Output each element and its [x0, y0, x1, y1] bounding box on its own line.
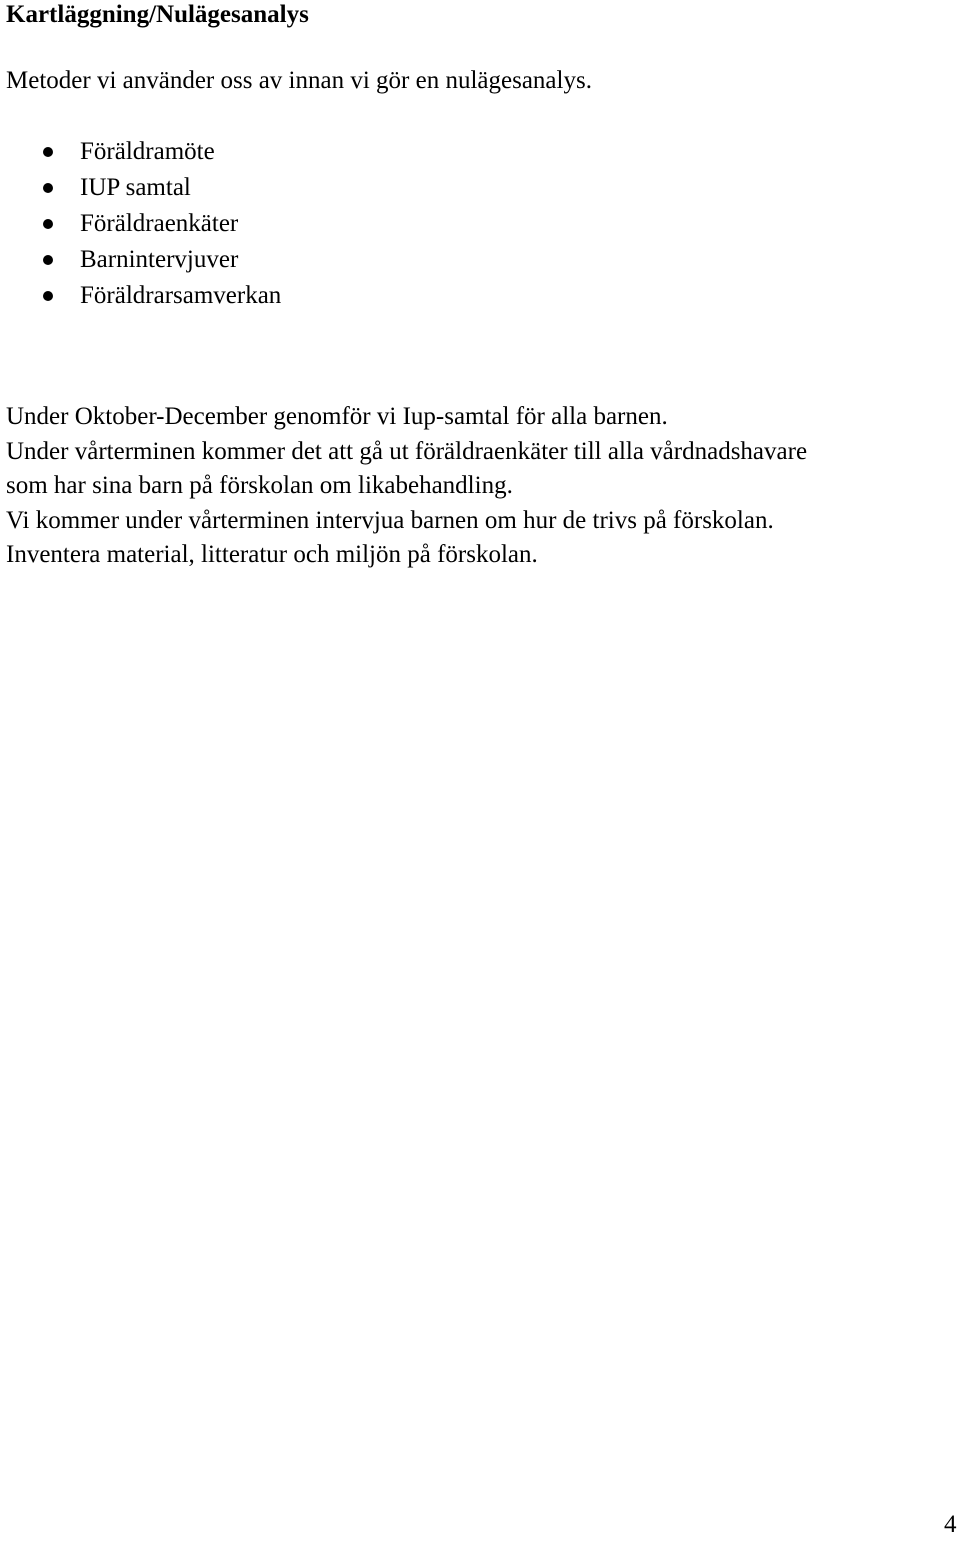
bullet-icon: [43, 147, 53, 157]
bullet-icon: [43, 219, 53, 229]
body-line: Inventera material, litteratur och miljön på förskolan.: [6, 541, 538, 568]
body-line: Under Oktober-December genomför vi Iup-samtal för alla barnen.: [6, 403, 668, 430]
list-item-label: Föräldrarsamverkan: [80, 282, 282, 309]
list-item-label: Föräldraenkäter: [80, 210, 239, 237]
bullet-icon: [43, 183, 53, 193]
body-paragraph: [6, 400, 807, 573]
bullet-icon: [43, 291, 53, 301]
body-line: Under vårterminen kommer det att gå ut föräldraenkäter till alla vårdnadshavare: [6, 437, 808, 465]
list-item-label: IUP samtal: [80, 174, 191, 201]
list-item-label: Barnintervjuver: [80, 246, 239, 273]
page-number: 4: [944, 1511, 957, 1538]
list-item-label: Föräldramöte: [80, 138, 215, 165]
intro-paragraph: Metoder vi använder oss av innan vi gör en nulägesanalys.: [6, 67, 592, 94]
page-title: Kartläggning/Nulägesanalys: [6, 1, 309, 28]
body-line: som har sina barn på förskolan om likabehandling.: [6, 472, 513, 499]
body-line: Vi kommer under vårterminen intervjua barnen om hur de trivs på förskolan.: [6, 506, 774, 534]
bullet-icon: [43, 255, 53, 265]
